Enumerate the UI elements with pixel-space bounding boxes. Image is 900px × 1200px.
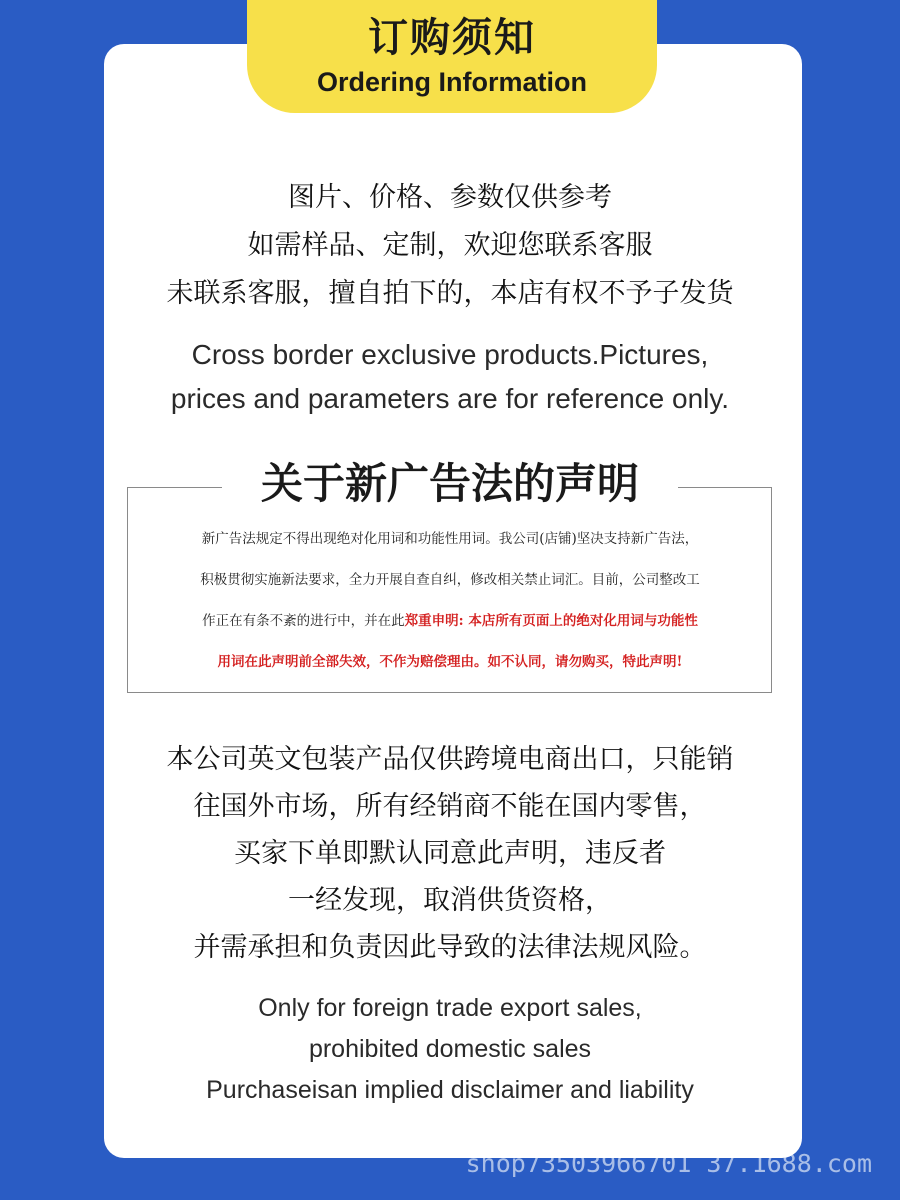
ad-law-line-3 (138, 601, 762, 642)
export-cn-line-1: 本公司英文包装产品仅供跨境电商出口，只能销 (166, 744, 734, 775)
reference-cn-line-3: 未联系客服，擅自拍下的，本店有权不予子发货 (166, 278, 734, 309)
ad-law-statement-body (138, 519, 762, 683)
reference-en-line-1: Cross border exclusive products.Pictures, (191, 339, 709, 370)
export-en-line-2: prohibited domestic sales (308, 1035, 592, 1063)
reference-cn-line-1: 图片、价格、参数仅供参考 (288, 182, 612, 213)
ad-law-statement-title: 关于新广告法的声明 (222, 454, 678, 514)
export-cn-line-3: 买家下单即默认同意此声明，违反者 (234, 838, 666, 869)
ad-law-line-3-red: 郑重申明: 本店所有页面上的绝对化用词与功能性 (404, 613, 698, 629)
reference-cn-line-2: 如需样品、定制，欢迎您联系客服 (247, 230, 653, 261)
export-en-line-1: Only for foreign trade export sales, (258, 994, 642, 1022)
export-en-line-3: Purchaseisan implied disclaimer and liability (206, 1076, 694, 1104)
ad-law-line-2: 积极贯彻实施新法要求，全力开展自查自纠，修改相关禁止词汇。目前，公司整改工 (200, 572, 700, 588)
export-cn-line-2: 往国外市场，所有经销商不能在国内零售， (193, 791, 707, 822)
header-title-cn: 订购须知 (368, 15, 536, 61)
export-cn-line-5: 并需承担和负责因此导致的法律法规风险。 (193, 932, 707, 963)
header-title-en: Ordering Information (317, 67, 587, 97)
reference-en-line-2: prices and parameters are for reference only. (170, 383, 730, 414)
ad-law-line-3-normal: 作正在有条不紊的进行中，并在此 (202, 613, 405, 629)
export-notice-cn (0, 736, 900, 971)
header-tab (247, 0, 657, 113)
shop-watermark: shop73503966701 37.1688.com (465, 1149, 872, 1178)
ad-law-line-1: 新广告法规定不得出现绝对化用词和功能性用词。我公司(店铺)坚决支持新广告法， (201, 531, 699, 547)
export-cn-line-4: 一经发现，取消供货资格， (288, 885, 612, 916)
ad-law-line-4: 用词在此声明前全部失效，不作为赔偿理由。如不认同，请勿购买，特此声明! (217, 654, 683, 670)
reference-notice-en (0, 333, 900, 421)
reference-notice-cn (0, 174, 900, 318)
export-notice-en (0, 988, 900, 1111)
